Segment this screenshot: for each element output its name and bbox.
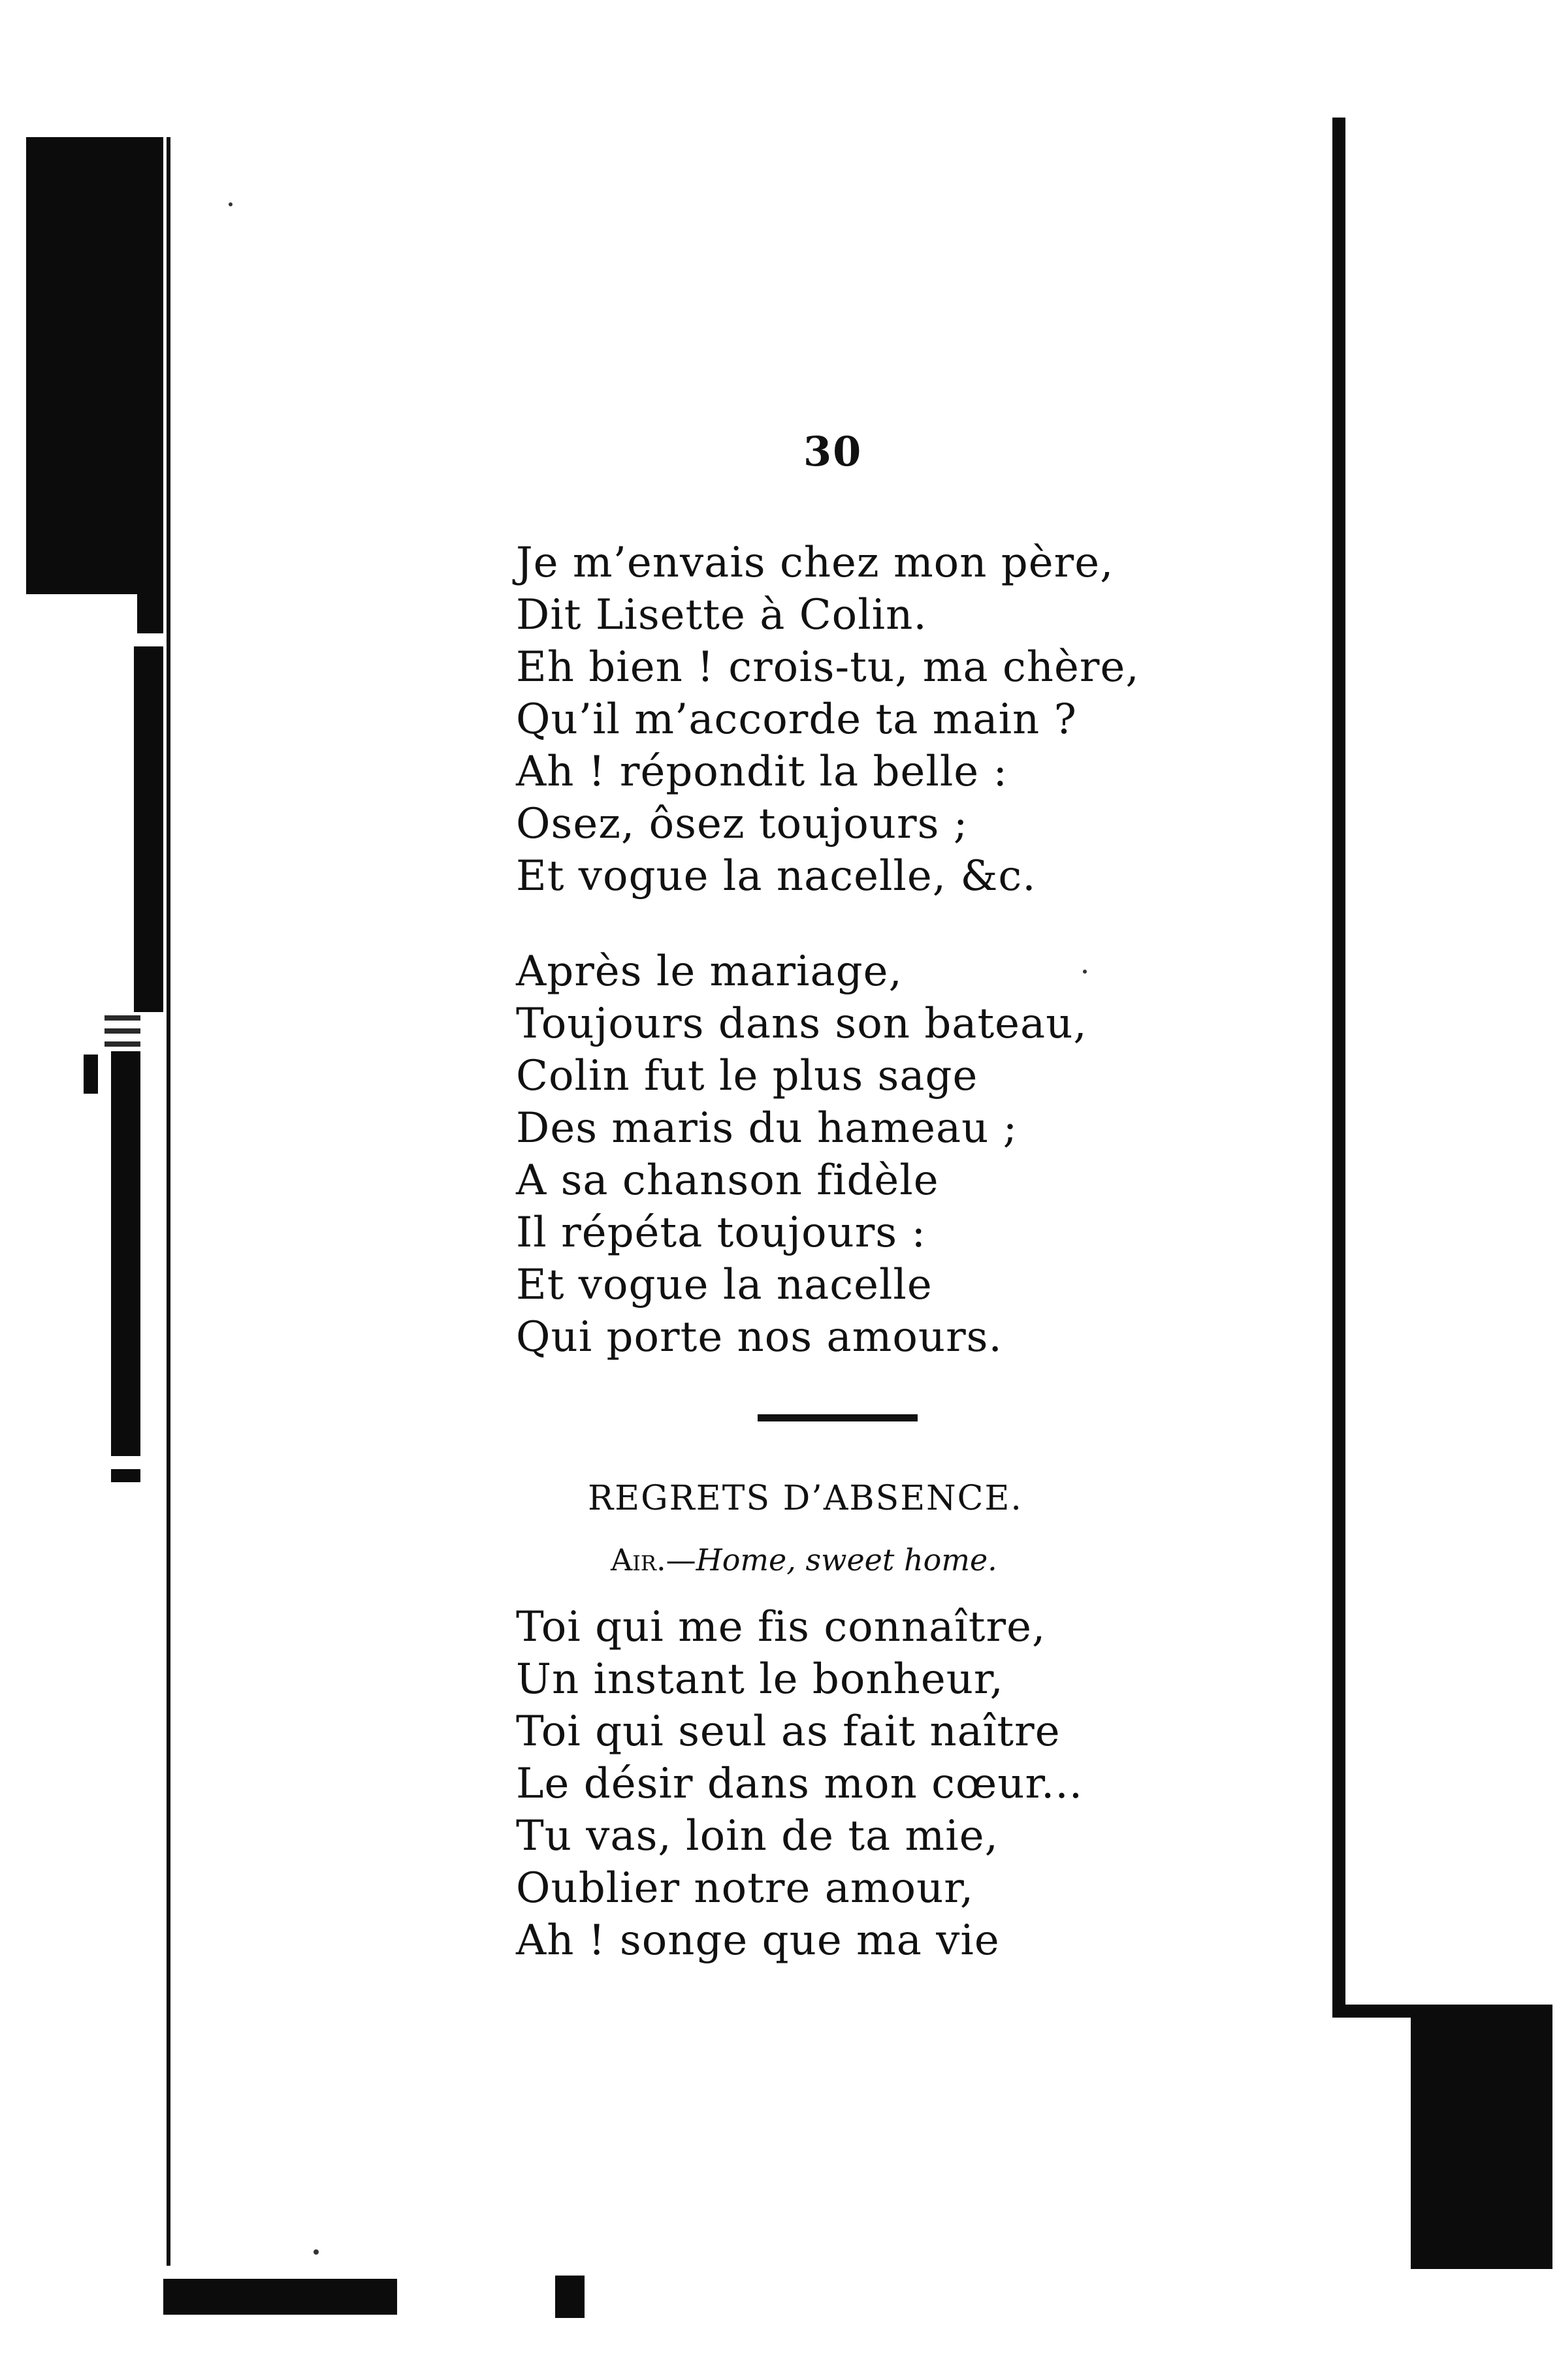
air-line [611,1542,997,1578]
verse-line: A sa chanson fidèle [516,1156,939,1205]
verse-line: Tu vas, loin de ta mie, [516,1812,999,1860]
verse-line: Il répéta toujours : [516,1209,927,1257]
scan-edge-bottom-left [163,2279,392,2315]
verse-line: Qui porte nos amours. [516,1313,1003,1361]
scan-edge-bottom-mark-1 [385,2279,397,2315]
scan-edge-left-strip [137,137,163,633]
stanza-2 [516,945,1087,1363]
scan-edge-right-line [1332,118,1345,2011]
verse-line: Le désir dans mon cœur... [516,1760,1084,1808]
scan-edge-left-vertical [167,137,170,2266]
verse-line: Et vogue la nacelle [516,1261,933,1309]
song-title: REGRETS D’ABSENCE. [588,1479,1023,1518]
verse-line: Des maris du hameau ; [516,1104,1018,1152]
scan-edge-left-tick-2 [104,1028,140,1034]
verse-line: Ah ! songe que ma vie [516,1916,1000,1965]
scan-edge-left-tick-1 [104,1015,140,1021]
air-dash: — [666,1542,696,1578]
verse-line: Colin fut le plus sage [516,1052,978,1100]
verse-line: Et vogue la nacelle, &c. [516,852,1037,900]
verse-line: Oublier notre amour, [516,1864,974,1912]
scan-edge-left-lower [111,1051,140,1456]
stanza-3 [516,1601,1083,1967]
stanza-1 [516,537,1140,902]
verse-line: Un instant le bonheur, [516,1655,1004,1704]
verse-line: Ah ! répondit la belle : [516,748,1008,796]
scan-edge-right-join [1332,2005,1417,2018]
verse-line: Toujours dans son bateau, [516,1000,1087,1048]
scan-edge-left-small [84,1055,98,1094]
verse-line: Toi qui me fis connaître, [516,1603,1046,1651]
air-label: Air. [611,1542,666,1578]
scan-edge-right-block [1411,2005,1552,2269]
section-divider [758,1414,918,1421]
scan-edge-left-top [26,137,137,594]
verse-line: Eh bien ! crois-tu, ma chère, [516,643,1140,691]
page-number: 30 [803,428,863,475]
scan-speck [229,202,233,206]
verse-line: Qu’il m’accorde ta main ? [516,695,1077,744]
verse-line: Osez, ôsez toujours ; [516,800,969,848]
scan-edge-left-foot [111,1469,140,1482]
verse-line: Dit Lisette à Colin. [516,591,927,639]
scan-edge-bottom-mark-2 [555,2276,585,2318]
scan-speck [313,2249,319,2255]
verse-line: Toi qui seul as fait naître [516,1707,1061,1756]
verse-line: Après le mariage, [516,947,903,996]
verse-line: Je m’envais chez mon père, [516,539,1114,587]
scan-edge-left-mid [134,646,163,1012]
scan-edge-left-tick-3 [104,1041,140,1047]
air-tune: Home, sweet home. [696,1542,997,1578]
